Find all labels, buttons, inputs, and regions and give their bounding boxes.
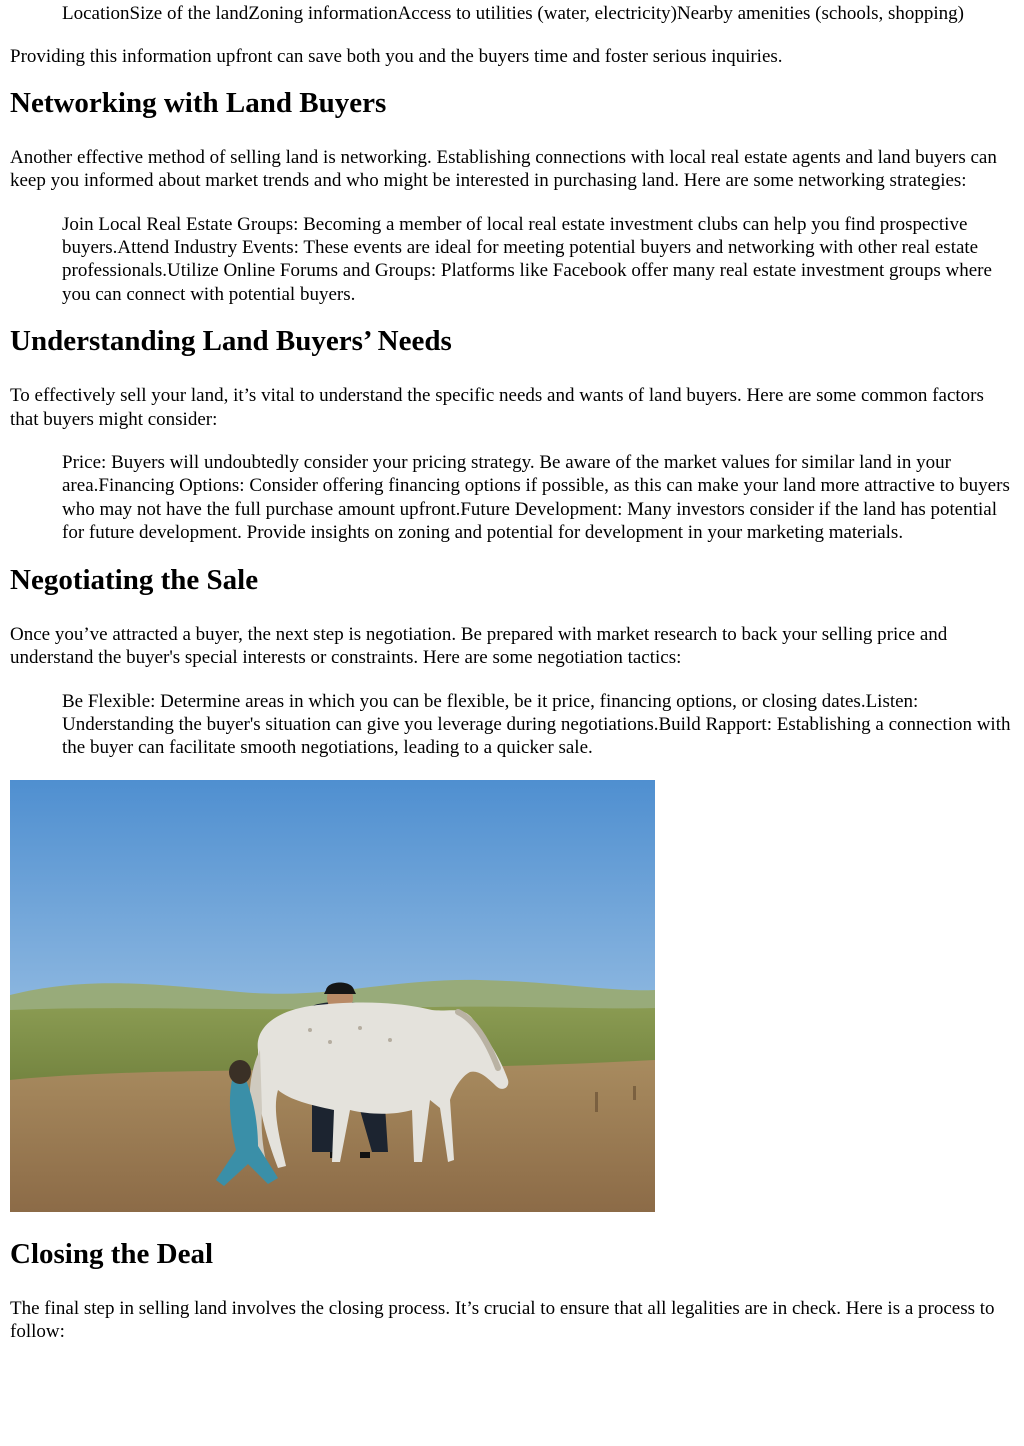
heading-negotiating: Negotiating the Sale	[10, 563, 259, 596]
heading-networking: Networking with Land Buyers	[10, 86, 387, 119]
networking-paragraph: Another effective method of selling land is networking. Establishing connections with local real estate agents and land buyers can keep you informed about market trends and who might be interested in purchasing land. Here are some networking strategies:	[10, 146, 997, 192]
heading-closing: Closing the Deal	[10, 1237, 213, 1270]
property-details-list: LocationSize of the landZoning informationAccess to utilities (water, electricity)Nearby amenities (schools, shopping)	[62, 3, 965, 24]
understanding-paragraph: To effectively sell your land, it’s vital to understand the specific needs and wants of land buyers. Here are some common factors that buyers might consider:	[10, 385, 984, 430]
article-body	[10, 0, 1014, 1344]
buyer-factors-list: Price: Buyers will undoubtedly consider your pricing strategy. Be aware of the market values for similar land in your area.Financing Options: Consider offering financing options if possible, as this can make your land more attractive to buyers who may not have the full purchase amount upfront.Future Development: Many investors consider if the land has potential for future development. Provide insights on zoning and potential for development in your marketing materials.	[62, 452, 1010, 544]
horse-photo	[10, 780, 655, 1212]
networking-strategies-list: Join Local Real Estate Groups: Becoming a member of local real estate investment clubs can help you find prospective buyers.Attend Industry Events: These events are ideal for meeting potential buyers and networking with other real estate professionals.Utilize Online Forums and Groups: Platforms like Facebook offer many real estate investment groups where you can connect with potential buyers.	[62, 213, 992, 305]
closing-paragraph: The final step in selling land involves the closing process. It’s crucial to ensure that all legalities are in check. Here is a process to follow:	[10, 1297, 995, 1343]
negotiating-paragraph: Once you’ve attracted a buyer, the next step is negotiation. Be prepared with market research to back your selling price and understand the buyer's special interests or constraints. Here are some negotiation tactics:	[10, 623, 948, 669]
heading-understanding-needs: Understanding Land Buyers’ Needs	[10, 325, 452, 358]
negotiation-tactics-list: Be Flexible: Determine areas in which you can be flexible, be it price, financing options, or closing dates.Listen: Understanding the buyer's situation can give you leverage during negotiations.Build Rapport: Establishing a connection with the buyer can facilitate smooth negotiations, leading to a quicker sale.	[62, 690, 1011, 759]
horse-photo-illustration	[10, 780, 655, 1212]
intro-paragraph: Providing this information upfront can save both you and the buyers time and foster serious inquiries.	[10, 46, 783, 68]
